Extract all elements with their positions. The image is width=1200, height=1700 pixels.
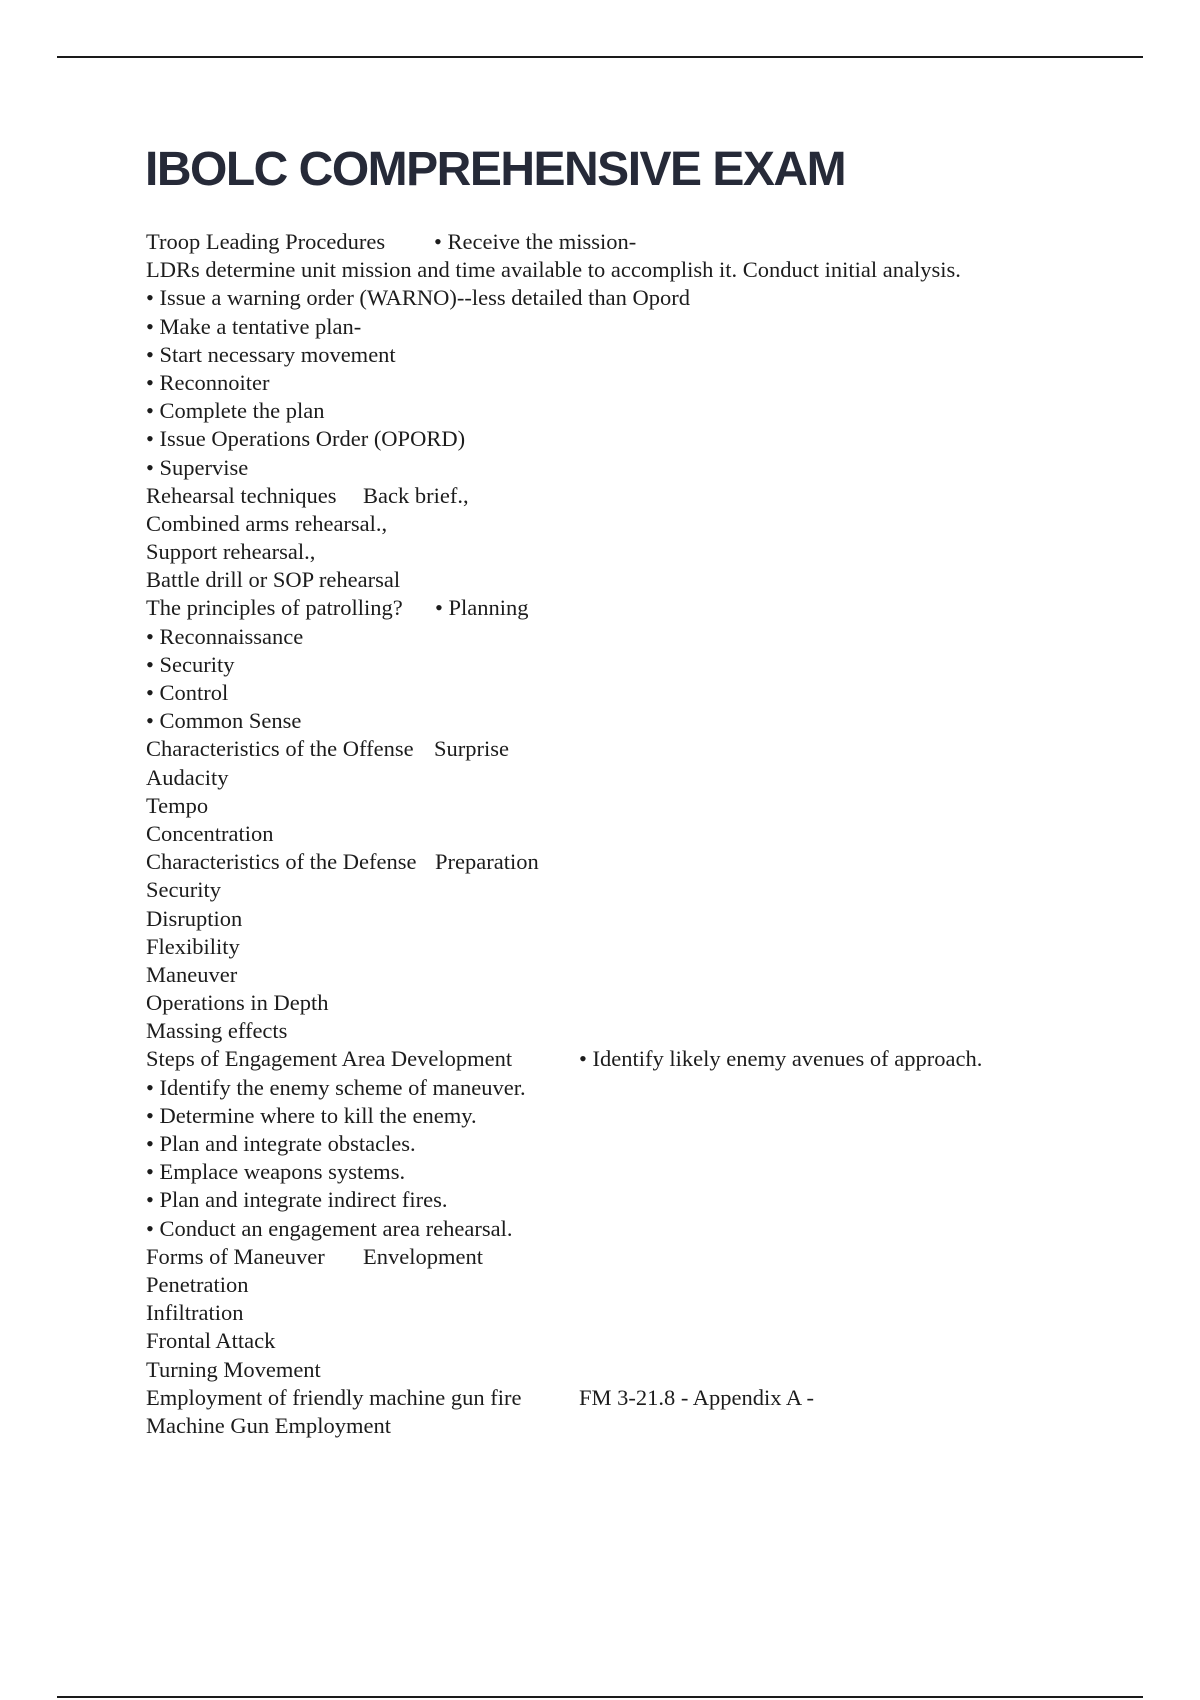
card-term: Forms of Maneuver [146, 1243, 325, 1269]
text-line: Battle drill or SOP rehearsal [146, 567, 401, 593]
flashcard-content [146, 228, 1146, 1440]
text-line: Maneuver [146, 961, 238, 987]
text-line: • Identify the enemy scheme of maneuver. [146, 1074, 526, 1100]
card-rehearsal-techniques [146, 482, 1146, 510]
text-line: Frontal Attack [146, 1328, 276, 1354]
text-line: • Make a tentative plan- [146, 313, 362, 339]
card-characteristics-of-defense [146, 848, 1146, 876]
card-characteristics-of-offense [146, 735, 1146, 763]
card-definition: FM 3-21.8 - Appendix A - [579, 1384, 815, 1410]
card-principles-of-patrolling [146, 594, 1146, 622]
text-line: Security [146, 877, 221, 903]
card-definition: • Receive the mission- [434, 229, 637, 254]
card-term: Troop Leading Procedures [146, 229, 386, 254]
text-line: Tempo [146, 792, 209, 818]
card-term: Characteristics of the Offense [146, 736, 414, 762]
text-line: Penetration [146, 1271, 249, 1297]
text-line: • Reconnaissance [146, 623, 304, 649]
card-definition: • Identify likely enemy avenues of approach. [579, 1046, 983, 1072]
card-term: Employment of friendly machine gun fire [146, 1384, 522, 1410]
text-line: Operations in Depth [146, 990, 329, 1016]
text-line: • Plan and integrate obstacles. [146, 1131, 416, 1156]
card-term: Steps of Engagement Area Development [146, 1046, 513, 1072]
text-line: • Common Sense [146, 708, 302, 734]
text-line: • Issue Operations Order (OPORD) [146, 426, 466, 452]
card-term: The principles of patrolling? [146, 595, 403, 621]
text-line: Machine Gun Employment [146, 1412, 391, 1438]
text-line: Turning Movement [146, 1356, 321, 1382]
card-troop-leading-procedures [146, 228, 1146, 256]
text-line: LDRs determine unit mission and time available to accomplish it. Conduct initial analysis. [146, 257, 961, 283]
card-definition: Preparation [435, 849, 539, 875]
text-line: • Supervise [146, 454, 249, 480]
text-line: Disruption [146, 905, 243, 931]
card-definition: Back brief., [363, 482, 469, 508]
text-line: • Determine where to kill the enemy. [146, 1102, 477, 1128]
card-engagement-area-development [146, 1045, 1146, 1073]
text-line: Audacity [146, 764, 229, 790]
text-line: • Issue a warning order (WARNO)--less detailed than Opord [146, 285, 690, 311]
card-definition: Envelopment [363, 1243, 483, 1269]
card-forms-of-maneuver [146, 1243, 1146, 1271]
text-line: • Reconnoiter [146, 369, 270, 395]
text-line: Concentration [146, 820, 274, 846]
document-title: IBOLC COMPREHENSIVE EXAM [145, 143, 846, 196]
card-term: Rehearsal techniques [146, 482, 337, 508]
text-line: Flexibility [146, 933, 240, 959]
card-definition: • Planning [435, 595, 529, 621]
text-line: • Control [146, 680, 229, 705]
text-line: • Security [146, 651, 235, 677]
card-definition: Surprise [434, 736, 509, 762]
top-rule [57, 56, 1143, 58]
text-line: • Complete the plan [146, 398, 325, 424]
card-term: Characteristics of the Defense [146, 849, 417, 875]
bottom-rule [57, 1696, 1143, 1698]
text-line: Combined arms rehearsal., [146, 510, 388, 536]
card-machine-gun-fire [146, 1384, 1146, 1412]
text-line: • Plan and integrate indirect fires. [146, 1187, 448, 1213]
text-line: • Start necessary movement [146, 341, 396, 367]
text-line: Massing effects [146, 1018, 288, 1044]
text-line: • Conduct an engagement area rehearsal. [146, 1215, 513, 1241]
text-line: Support rehearsal., [146, 539, 316, 565]
text-line: • Emplace weapons systems. [146, 1159, 406, 1185]
text-line: Infiltration [146, 1300, 244, 1326]
